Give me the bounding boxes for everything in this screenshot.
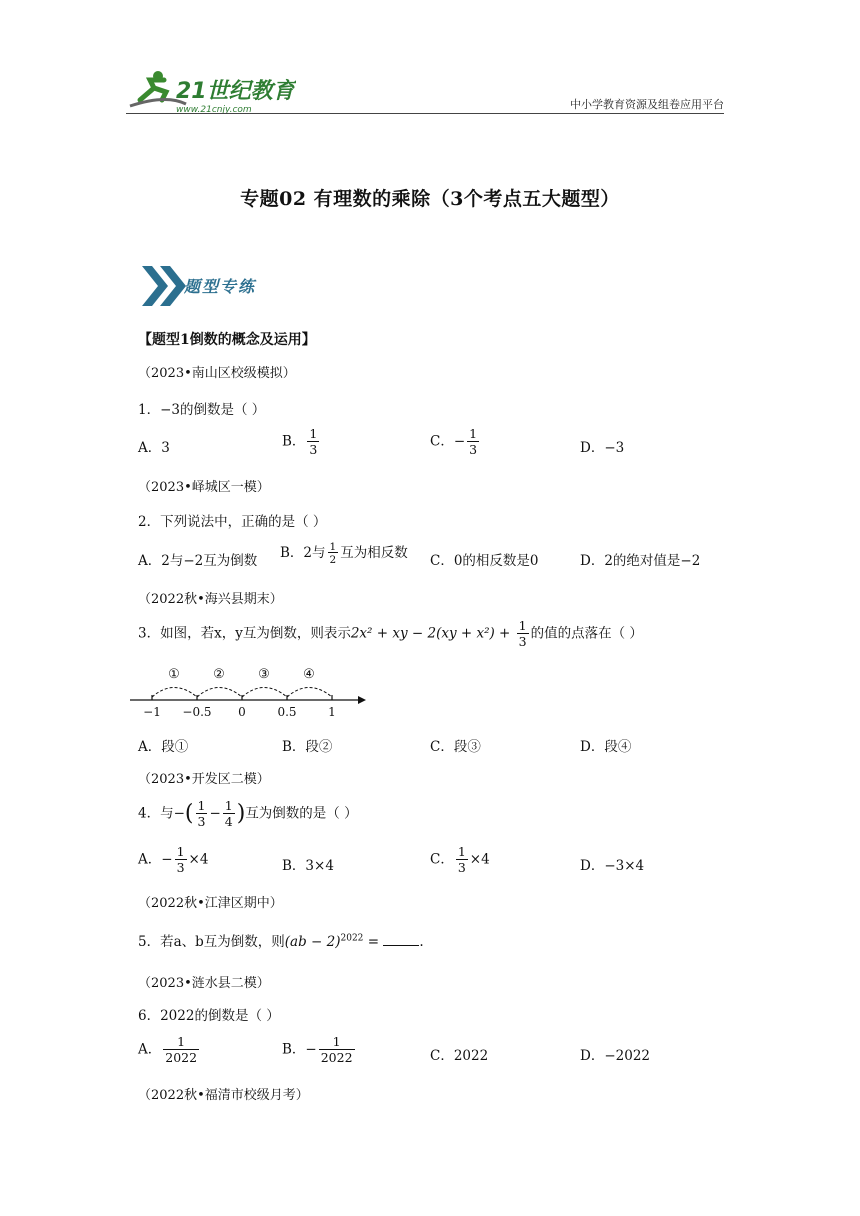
segment-label: ④: [303, 667, 315, 682]
question-stem: 1．−3的倒数是（ ）: [138, 402, 266, 418]
segment-label: ②: [213, 667, 225, 682]
question-source: （2023•峄城区一模）: [138, 480, 270, 495]
answer-blank[interactable]: [383, 945, 419, 946]
question-stem: 3．如图，若x，y互为倒数，则表示2x² + xy − 2(xy + x²) + $\frac{1}{3}$ 的值的点落在（ ）: [138, 618, 643, 649]
number-line-figure: [126, 664, 372, 720]
option-a: A． $\frac{1}{2022}$: [138, 1034, 198, 1065]
math-expression: (ab − 2): [284, 934, 341, 950]
brand-url: www.21cnjy.com: [176, 105, 252, 115]
question-stem: 6．2022的倒数是（ ）: [138, 1008, 280, 1024]
option-c: C．− $\frac{1}{3}$: [430, 426, 478, 457]
option-d: D．−2022: [580, 1048, 650, 1064]
question-stem: 2．下列说法中，正确的是（ ）: [138, 514, 327, 530]
section-banner-label: 题型专练: [184, 277, 257, 296]
tick-label: 1: [328, 705, 336, 719]
option-b: B．3×4: [282, 858, 334, 874]
option-a: A．段①: [138, 739, 189, 755]
segment-label: ①: [168, 667, 180, 682]
option-a: A．− $\frac{1}{3}$ ×4: [138, 844, 209, 875]
option-d: D．2的绝对值是−2: [580, 553, 701, 569]
question-source: （2023•南山区校级模拟）: [138, 366, 296, 381]
tick-label: −1: [143, 705, 161, 719]
tick-label: 0: [238, 705, 246, 719]
option-c: C．2022: [430, 1048, 489, 1064]
brand-text: 21世纪教育: [176, 79, 295, 104]
question-source: （2022秋•福清市校级月考）: [138, 1088, 309, 1103]
brand-logo: [126, 66, 296, 118]
option-a: A．3: [138, 440, 170, 456]
option-b: B．− $\frac{1}{2022}$: [282, 1034, 353, 1065]
option-c: C． $\frac{1}{3}$ ×4: [430, 844, 490, 875]
tick-label: −0.5: [182, 705, 212, 719]
question-source: （2023•开发区二模）: [138, 772, 270, 787]
header-divider: [126, 113, 724, 114]
option-d: D．−3: [580, 440, 625, 456]
tick-label: 0.5: [277, 705, 297, 719]
option-c: C．段③: [430, 739, 481, 755]
platform-label: 中小学教育资源及组卷应用平台: [570, 98, 724, 111]
section-banner: [138, 264, 298, 308]
question-stem: 5．若a、b互为倒数，则(ab − 2)$^{2022}$ = .: [138, 933, 424, 950]
option-b: B．段②: [282, 739, 333, 755]
question-stem: 4．与−( $\frac{1}{3}$ − $\frac{1}{4}$ )互为倒数的是（ ）: [138, 798, 358, 829]
document-title: 专题02 有理数的乘除（3个考点五大题型）: [240, 188, 620, 210]
math-expression: 2x² + xy − 2(xy + x²) +: [350, 625, 515, 642]
type-heading: 【题型1倒数的概念及运用】: [138, 332, 316, 348]
question-source: （2022秋•江津区期中）: [138, 896, 283, 911]
option-d: D．段④: [580, 739, 632, 755]
option-c: C．0的相反数是0: [430, 553, 539, 569]
segment-label: ③: [258, 667, 270, 682]
question-source: （2022秋•海兴县期末）: [138, 592, 283, 607]
option-b: B．2与 $\frac{1}{2}$ 互为相反数: [280, 540, 408, 566]
option-a: A．2与−2互为倒数: [138, 553, 258, 569]
option-d: D．−3×4: [580, 858, 645, 874]
option-b: B． $\frac{1}{3}$: [282, 426, 318, 457]
question-source: （2023•涟水县二模）: [138, 976, 270, 991]
